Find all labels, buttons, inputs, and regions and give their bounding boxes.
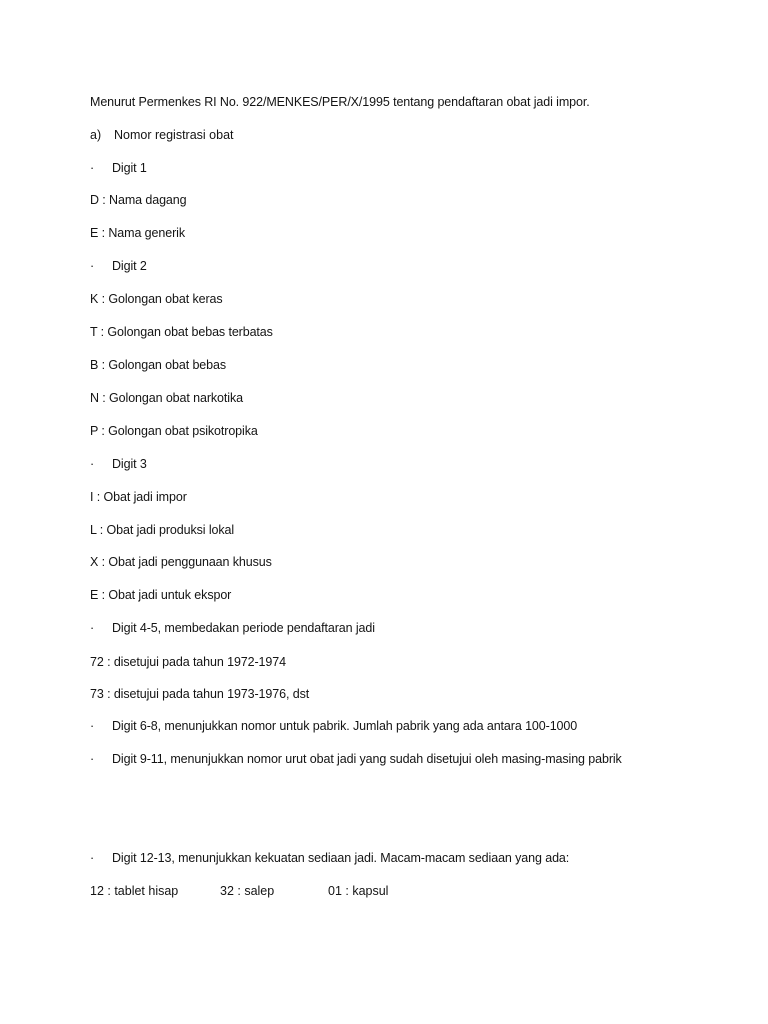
bullet-dot-icon: · [90,161,95,175]
digit3-item: X : Obat jadi penggunaan khusus [90,555,272,569]
section-a-marker: a) [90,128,102,142]
digit2-item: P : Golongan obat psikotropika [90,424,258,438]
digit68-text: Digit 6-8, menunjukkan nomor untuk pabrik. Jumlah pabrik yang ada antara 100-1000 [112,719,578,733]
digit3-item: L : Obat jadi produksi lokal [90,523,235,537]
digit2-item: T : Golongan obat bebas terbatas [90,325,273,339]
sediaan-item: 32 : salep [220,884,275,898]
digit3-item: E : Obat jadi untuk ekspor [90,588,232,602]
bullet-dot-icon: · [90,259,95,273]
digit1213-text: Digit 12-13, menunjukkan kekuatan sediaan jadi. Macam-macam sediaan yang ada: [112,851,570,865]
bullet-dot-icon: · [90,719,95,733]
digit1-heading: Digit 1 [112,161,147,175]
digit1-item: E : Nama generik [90,226,185,240]
sediaan-item: 12 : tablet hisap [90,884,179,898]
digit2-heading: Digit 2 [112,259,147,273]
section-a-title: Nomor registrasi obat [114,128,234,142]
digit2-item: K : Golongan obat keras [90,292,223,306]
digit3-item: I : Obat jadi impor [90,490,187,504]
digit2-item: B : Golongan obat bebas [90,358,226,372]
bullet-dot-icon: · [90,621,95,635]
bullet-dot-icon: · [90,752,95,766]
sediaan-item: 01 : kapsul [328,884,389,898]
digit2-item: N : Golongan obat narkotika [90,391,243,405]
digit911-text: Digit 9-11, menunjukkan nomor urut obat jadi yang sudah disetujui oleh masing-masing pabrik [112,752,622,766]
digit45-item: 72 : disetujui pada tahun 1972-1974 [90,655,286,669]
bullet-dot-icon: · [90,457,95,471]
intro-paragraph: Menurut Permenkes RI No. 922/MENKES/PER/X/1995 tentang pendaftaran obat jadi impor. [90,95,590,109]
bullet-dot-icon: · [90,851,95,865]
digit45-item: 73 : disetujui pada tahun 1973-1976, dst [90,687,310,701]
digit1-item: D : Nama dagang [90,193,187,207]
digit3-heading: Digit 3 [112,457,147,471]
digit45-heading: Digit 4-5, membedakan periode pendaftaran jadi [112,621,375,635]
